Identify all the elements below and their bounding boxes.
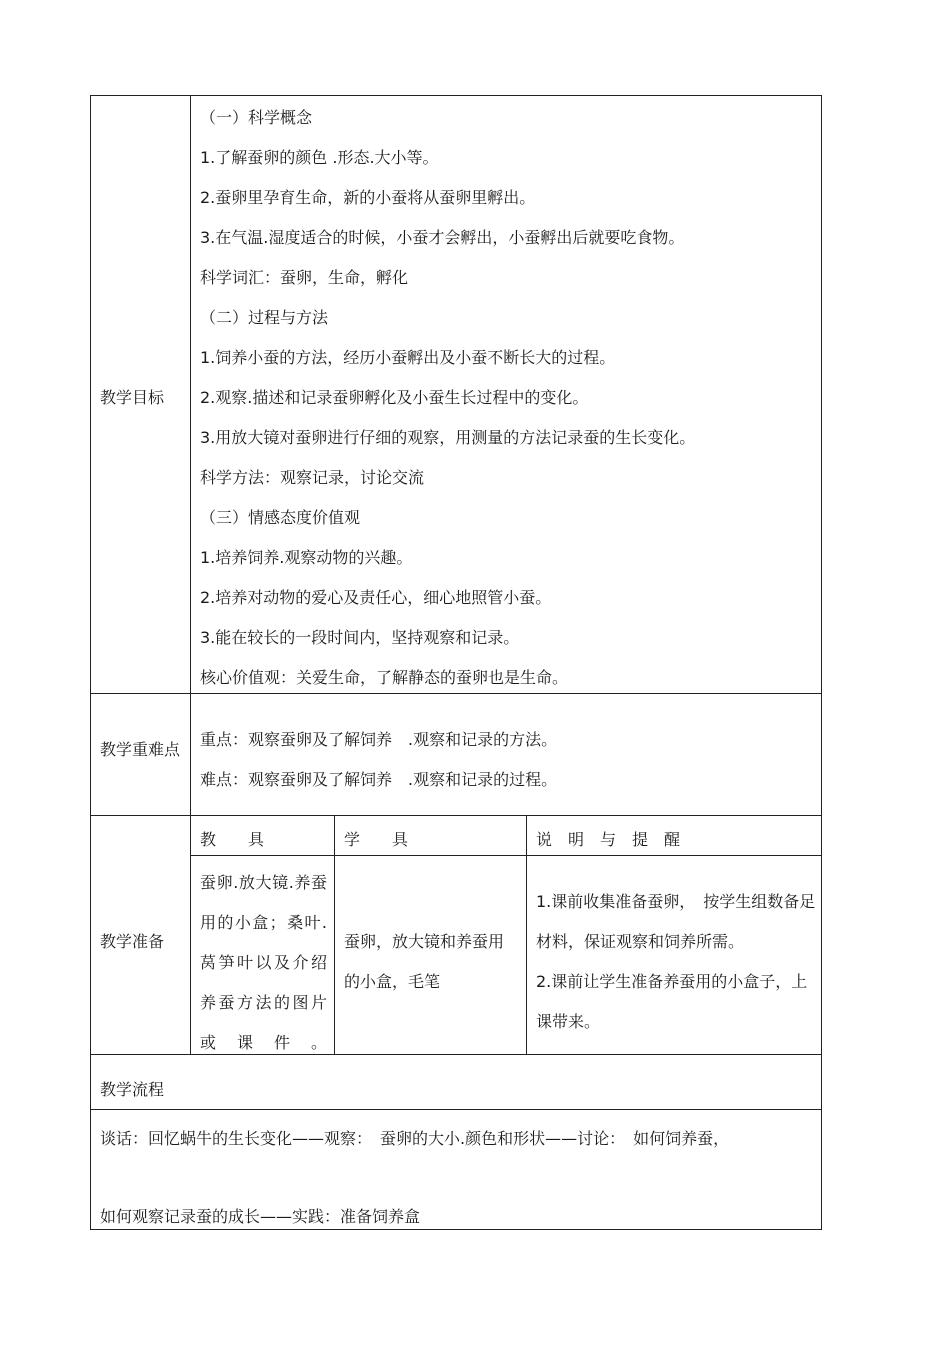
prep-header-notes: 说 明 与 提 醒 [536,830,681,849]
objective-line: 3.能在较长的一段时间内，坚持观察和记录。 [200,628,520,647]
difficulties-label: 教学重难点 [100,740,181,759]
objective-line: 2.观察.描述和记录蚕卵孵化及小蚕生长过程中的变化。 [200,388,589,407]
objective-line: 2.培养对动物的爱心及责任心，细心地照管小蚕。 [200,588,552,607]
objective-line: 3.在气温.湿度适合的时候，小蚕才会孵出，小蚕孵出后就要吃食物。 [200,228,685,247]
objective-line: 1.培养饲养.观察动物的兴趣。 [200,548,413,567]
row-divider-difficulties [91,815,821,816]
label-column-divider [190,96,191,1054]
prep-col-divider-2 [526,815,527,1054]
objective-line: 3.用放大镜对蚕卵进行仔细的观察，用测量的方法记录蚕的生长变化。 [200,428,696,447]
prep-header-divider [191,855,821,856]
objective-line: 科学词汇：蚕卵，生命，孵化 [200,268,409,287]
row-divider-objectives [91,693,821,694]
prep-header-teacher-tools: 教 具 [200,830,265,849]
objective-line: （三）情感态度价值观 [200,508,361,527]
notes-item-1: 1.课前收集准备蚕卵， 按学生组数备足材料，保证观察和饲养所需。 [536,892,816,951]
objective-line: （二）过程与方法 [200,308,329,327]
objective-line: （一）科学概念 [200,108,313,127]
objective-line: 2.蚕卵里孕育生命，新的小蚕将从蚕卵里孵出。 [200,188,536,207]
objective-line: 核心价值观：关爱生命，了解静态的蚕卵也是生命。 [200,668,569,687]
prep-header-student-tools: 学 具 [344,830,409,849]
key-point: 重点：观察蚕卵及了解饲养 .观察和记录的方法。 [200,730,558,749]
process-line-2: 如何观察记录蚕的成长——实践：准备饲养盒 [100,1207,421,1226]
teacher-tools-cell: 蚕卵.放大镜.养蚕用的小盒；桑叶.莴笋叶以及介绍养蚕方法的图片或课件。 [200,873,327,1052]
lesson-plan-table [90,95,822,1230]
objectives-label: 教学目标 [100,388,165,407]
objective-line: 科学方法：观察记录，讨论交流 [200,468,425,487]
process-line-1: 谈话：回忆蜗牛的生长变化——观察： 蚕卵的大小.颜色和形状——讨论： 如何饲养蚕， [100,1129,730,1148]
row-divider-process-label [91,1109,821,1110]
prep-col-divider-1 [334,815,335,1054]
preparation-label: 教学准备 [100,932,165,951]
objective-line: 1.饲养小蚕的方法，经历小蚕孵出及小蚕不断长大的过程。 [200,348,616,367]
difficult-point: 难点：观察蚕卵及了解饲养 .观察和记录的过程。 [200,770,558,789]
student-tools-cell: 蚕卵，放大镜和养蚕用的小盒，毛笔 [344,932,505,991]
objective-line: 1.了解蚕卵的颜色 .形态.大小等。 [200,148,439,167]
notes-item-2: 2.课前让学生准备养蚕用的小盒子，上课带来。 [536,972,808,1031]
process-label: 教学流程 [100,1080,165,1099]
